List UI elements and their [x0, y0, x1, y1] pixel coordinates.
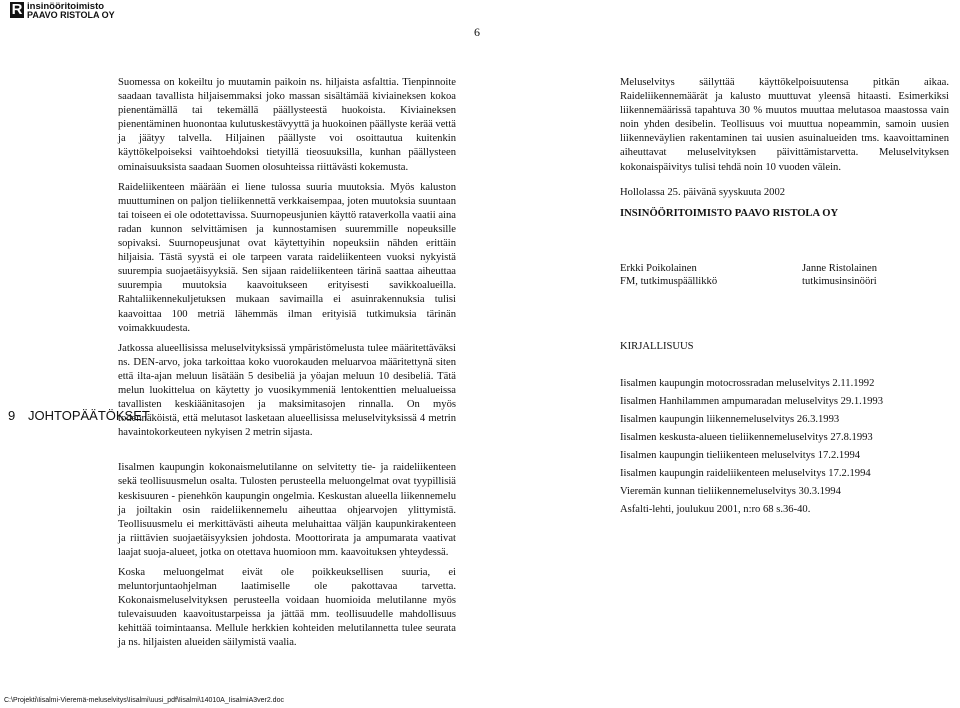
section-heading: [8, 408, 150, 423]
signatory-title: FM, tutkimuspäällikkö: [620, 276, 718, 287]
literature-heading: KIRJALLISUUS: [620, 341, 694, 352]
company-name: INSINÖÖRITOIMISTO PAAVO RISTOLA OY: [620, 208, 839, 219]
file-path-footer: C:\Projekti\Iisalmi-Vieremä-meluselvitys\Iisalmi\uusi_pdf\Iisalmi\14010A_IisalmiA3ver2.doc: [4, 697, 284, 704]
signatory-name: Janne Ristolainen: [802, 263, 878, 274]
literature-item: Iisalmen Hanhilammen ampumaradan meluselvitys 29.1.1993: [620, 396, 884, 407]
paragraph: Koska meluongelmat eivät ole poikkeuksellisen suuria, ei meluntorjuntaohjelman laatimiselle ole pakottavaa tarvetta. Kokonaismeluselvityksen perusteella voidaan huomioida melutilanne myös tulevaisuuden kaavoitustarpeissa ja jättää mm. teollisuudelle mahdollisuus kehittää toimintaansa. Mellule herkkien kohteiden melutilannetta tulee seurata ja ns. hiljaisten alueiden säilymistä vaalia.: [118, 567, 456, 649]
literature-item: Iisalmen keskusta-alueen tieliikennemeluselvitys 27.8.1993: [620, 432, 873, 443]
left-column: [118, 76, 456, 657]
section-number: 9: [8, 408, 16, 423]
logo-mark: R: [11, 1, 23, 18]
logo-text-line1: insinööritoimisto: [27, 1, 105, 12]
paragraph: Raideliikenteen määrään ei liene tulossa suuria muutoksia. Myös kaluston muuttuminen on paljon tieliikennettä verkkaisempaa, joten muutoksia suuntaan tai toiseen ei ole odotettavissa. Suurnopeusjunien käyttö rataverkolla vaatii aina radan kunnon selvittämisen ja kunnostamisen suuremmille nopeuksille sopivaksi. Suurnopeusjunat ovat käytettyihin nopeuksiin nähden erittäin hiljaisia. Tästä syystä ei ole tarpeen varata raideliikenteen vuoksi nykyistä suurempia suojaetäisyyksiä. Sen sijaan raideliikenteen tärinä saattaa aiheuttaa suurempia muutoksia kaavoitukseen erityisesti savikkoalueilla. Rahtaliikennekuljetuksen mukaan savimailla ei asuinrakennuksia tulisi kaavoittaa 100 metriä lähemmäs ilman erityisiä tutkimuksia tärinän voimakkuudesta.: [118, 181, 456, 334]
signatory-title: tutkimusinsinööri: [802, 276, 877, 287]
right-column: [620, 76, 949, 181]
section-title: JOHTOPÄÄTÖKSET: [28, 408, 150, 423]
literature-item: Iisalmen kaupungin tieliikenteen meluselvitys 17.2.1994: [620, 450, 861, 461]
paragraph: Jatkossa alueellisissa meluselvityksissä ympäristömelusta tulee määritettäväksi ns. DEN-arvo, joka tarkoittaa koko vuorokauden meluarvoa määritettynä siten että ilta-ajan meluun lisätään 5 desibeliä ja yöajan meluun 10 desibeliä. Tätä melun luokittelua on käytetty jo vuosikymmeniä lentokenttien melualueissa tavallisten keskiäänitasojen ja maksimitasojen rinnalla. On myös todennäköistä, että melutasot lasketaan alueellisissa meluselvityksissä 4 metrin havaintokorkeuteen nykyisen 2 metrin sijasta.: [118, 342, 456, 439]
place-date: Hollolassa 25. päivänä syyskuuta 2002: [620, 187, 786, 198]
paragraph: Iisalmen kaupungin kokonaismelutilanne on selvitetty tie- ja raideliikenteen sekä teollisuusmelun osalta. Tulosten perusteella meluongelmat ovat tyypillisiä keskisuuren - pienehkön kaupungin ongelmia. Keskustan alueella liikennemelu ja joiltakin osin raideliikennemelu aiheuttaa ohjearvojen ylittymistä. Teollisuusmelu ei merkittävästi aiheuta meluhaittaa väljän kaupunkirakenteen ja riittävien suojaetäisyyksien johdosta. Moottorirata ja ampumarata vaativat laajat suoja-alueet, jotka on otettava huomioon mm. kaavoituksen yhteydessä.: [118, 462, 456, 558]
signatory: [620, 262, 717, 288]
literature-item: Iisalmen kaupungin raideliikenteen meluselvitys 17.2.1994: [620, 468, 871, 479]
literature-item: Asfalti-lehti, joulukuu 2001, n:ro 68 s.36-40.: [620, 504, 811, 515]
logo-text-line2: PAAVO RISTOLA OY: [27, 10, 115, 20]
signatory: [802, 262, 877, 288]
company-logo: [10, 2, 130, 18]
paragraph: Suomessa on kokeiltu jo muutamin paikoin ns. hiljaista asfalttia. Tienpinnoite saadaan tavallista hiljaisemmaksi joko massan sisältämää kiviaineksen kokoa pienentämällä tai tekemällä päällysteestä huokoista. Kiviaineksen pienentäminen huonontaa kulutuskestävyyttä ja huokoinen päällyste kerää vettä ja jäätyy talvella. Hiljainen päällyste voi osoittautua kuitenkin käyttökelpoiseksi vaihtoehdoksi tietyillä tieosuuksilla, kunhan päällysteen ominaisuuksista saadaan Suomen olosuhteissa riittävästi kokemusta.: [118, 77, 457, 173]
literature-item: Iisalmen kaupungin motocrossradan meluselvitys 2.11.1992: [620, 378, 875, 389]
signatory-name: Erkki Poikolainen: [620, 263, 697, 274]
literature-item: Vieremän kunnan tieliikennemeluselvitys 30.3.1994: [620, 486, 841, 497]
page-number: 6: [474, 25, 480, 39]
literature-item: Iisalmen kaupungin liikennemeluselvitys 26.3.1993: [620, 414, 840, 425]
paragraph: Meluselvitys säilyttää käyttökelpoisuutensa pitkän aikaa. Raideliikennemäärät ja kalusto muuttuvat yleensä hitaasti. Esimerkiksi liikennemäärissä tapahtuva 30 % muutos muuttaa melutasoa maastossa vain noin yhden desibelin. Teollisuus voi muuttua nopeammin, samoin uusien liikenneväylien rakentaminen tai uusien asuinalueiden tms. kaavoittaminen aiheuttavat meluselvityksen päivittämistarvetta. Meluselvityksen kokonaispäivitys tulisi tehdä noin 10 vuoden välein.: [620, 77, 949, 173]
literature-list: [620, 375, 883, 519]
